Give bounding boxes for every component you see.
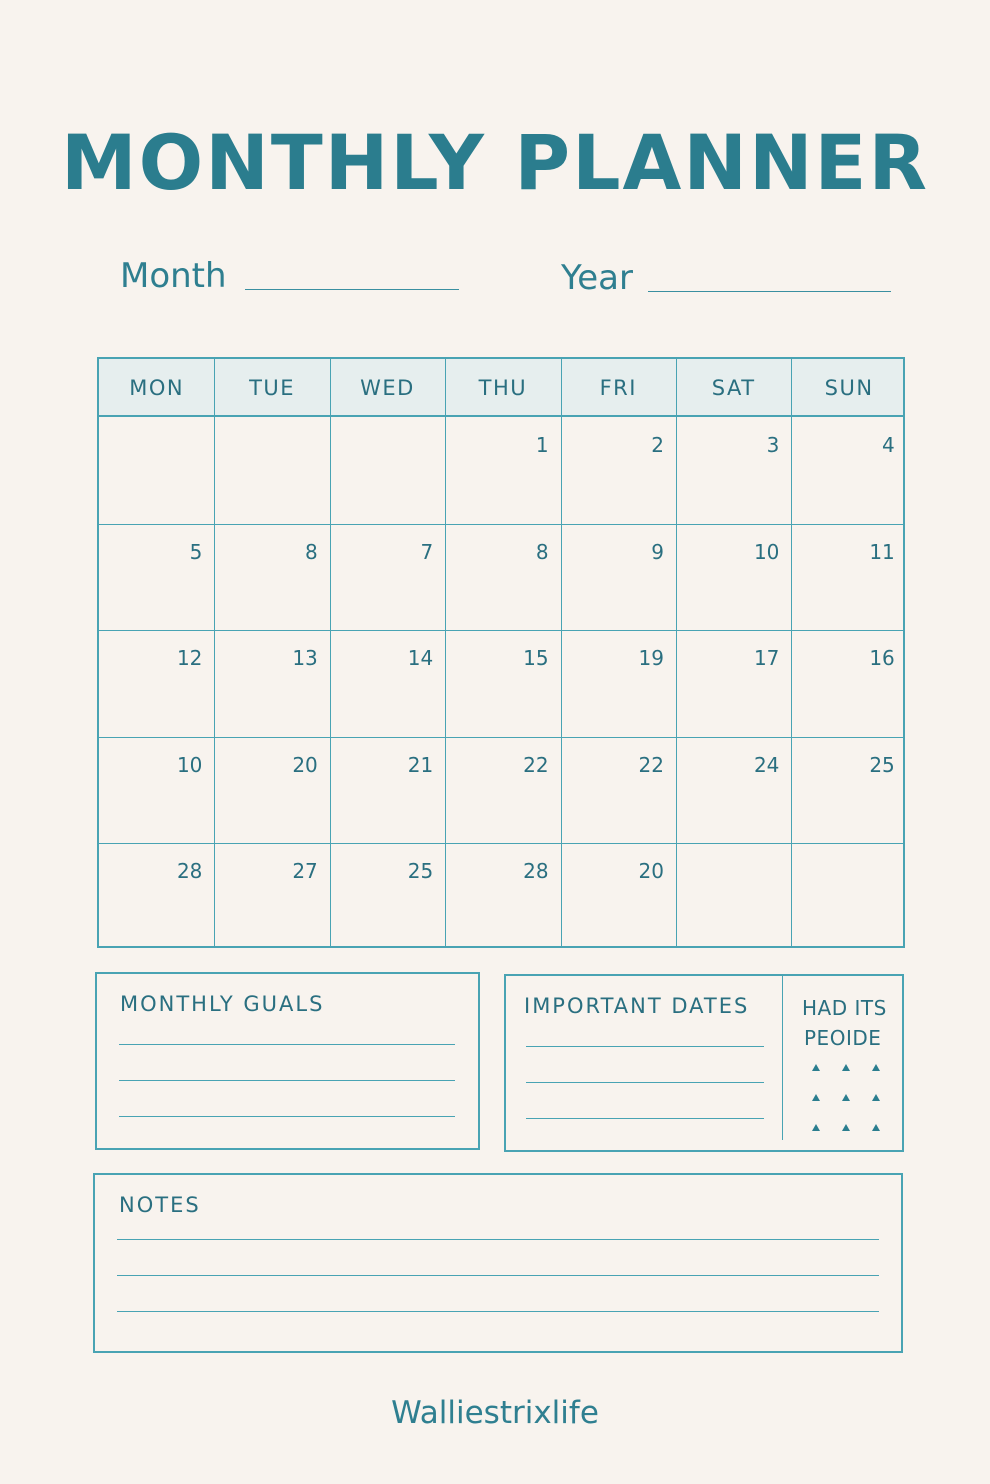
triangle-icon xyxy=(842,1064,850,1071)
date-number: 10 xyxy=(176,752,203,777)
calendar-day-cell[interactable] xyxy=(214,630,329,737)
calendar-day-cell[interactable] xyxy=(214,417,329,524)
calendar-day-cell[interactable] xyxy=(99,417,214,524)
notes-line-1[interactable] xyxy=(117,1239,879,1240)
important-dates-title: IMPORTANT DATES xyxy=(524,994,750,1018)
date-number: 25 xyxy=(407,859,434,884)
date-number: 19 xyxy=(638,646,664,671)
date-number: 22 xyxy=(638,752,664,777)
date-number: 22 xyxy=(523,752,549,777)
triangle-icon xyxy=(842,1124,850,1131)
calendar-day-cell[interactable] xyxy=(561,630,676,737)
day-header-tue: TUE xyxy=(249,376,296,400)
date-number: 24 xyxy=(753,752,780,777)
date-number: 10 xyxy=(753,539,780,564)
calendar-day-cell[interactable] xyxy=(330,630,445,737)
date-number: 13 xyxy=(292,646,318,671)
notes-line-2[interactable] xyxy=(117,1275,879,1276)
calendar-day-cell[interactable] xyxy=(330,524,445,631)
day-header-wed: WED xyxy=(360,376,415,400)
date-number: 11 xyxy=(869,539,895,564)
calendar-grid xyxy=(97,357,905,948)
notes-box xyxy=(93,1173,903,1353)
month-label: Month xyxy=(120,256,227,296)
date-number: 8 xyxy=(535,539,549,564)
important-dates-box xyxy=(504,974,904,1152)
date-number: 4 xyxy=(882,433,895,457)
date-number: 3 xyxy=(766,433,780,457)
year-label: Year xyxy=(561,258,633,298)
calendar-day-cell[interactable] xyxy=(99,630,214,737)
date-number: 20 xyxy=(638,859,664,884)
date-number: 12 xyxy=(176,646,203,671)
calendar-day-cell[interactable] xyxy=(445,417,560,524)
calendar-day-cell[interactable] xyxy=(99,524,214,631)
goals-line-3[interactable] xyxy=(119,1116,455,1117)
calendar-day-cell[interactable] xyxy=(99,737,214,844)
calendar-day-cell[interactable] xyxy=(214,524,329,631)
calendar-day-cell[interactable] xyxy=(791,630,906,737)
calendar-day-cell[interactable] xyxy=(676,843,791,950)
calendar-day-cell[interactable] xyxy=(791,524,906,631)
calendar-day-cell[interactable] xyxy=(561,524,676,631)
day-header-thu: THU xyxy=(478,376,528,400)
calendar-day-cell[interactable] xyxy=(99,843,214,950)
side-title-line-1: HAD ITS xyxy=(802,996,887,1020)
calendar-day-cell[interactable] xyxy=(561,843,676,950)
year-line[interactable] xyxy=(648,291,891,292)
dates-line-2[interactable] xyxy=(526,1082,764,1083)
calendar-day-cell[interactable] xyxy=(676,630,791,737)
triangle-icon xyxy=(872,1094,880,1101)
calendar-day-cell[interactable] xyxy=(214,843,329,950)
goals-line-2[interactable] xyxy=(119,1080,455,1081)
triangle-icon xyxy=(812,1064,820,1071)
date-number: 14 xyxy=(407,646,434,671)
date-number: 25 xyxy=(869,752,895,777)
calendar-day-cell[interactable] xyxy=(791,417,906,524)
notes-line-3[interactable] xyxy=(117,1311,879,1312)
month-line[interactable] xyxy=(245,289,459,290)
side-title-line-2: PEOIDE xyxy=(804,1026,882,1050)
triangle-icon xyxy=(872,1124,880,1131)
page-title: MONTHLY PLANNER xyxy=(61,118,929,207)
calendar-day-cell[interactable] xyxy=(330,843,445,950)
calendar-day-cell[interactable] xyxy=(791,843,906,950)
monthly-goals-box xyxy=(95,972,480,1150)
day-header-sun: SUN xyxy=(824,376,874,400)
calendar-day-cell[interactable] xyxy=(676,417,791,524)
calendar-day-cell[interactable] xyxy=(561,417,676,524)
day-header-fri: FRI xyxy=(599,376,637,400)
date-number: 28 xyxy=(176,859,203,884)
calendar-day-cell[interactable] xyxy=(445,630,560,737)
date-number: 8 xyxy=(305,539,318,564)
date-number: 21 xyxy=(407,752,434,777)
triangle-icon xyxy=(872,1064,880,1071)
calendar-day-cell[interactable] xyxy=(676,737,791,844)
calendar-day-cell[interactable] xyxy=(445,524,560,631)
monthly-goals-title: MONTHLY GUALS xyxy=(120,992,325,1016)
calendar-day-cell[interactable] xyxy=(561,737,676,844)
date-number: 5 xyxy=(189,539,203,564)
date-number: 1 xyxy=(535,433,549,457)
triangle-icon xyxy=(812,1124,820,1131)
day-header-sat: SAT xyxy=(711,376,756,400)
notes-title: NOTES xyxy=(119,1193,201,1217)
date-number: 16 xyxy=(869,646,895,671)
calendar-day-cell[interactable] xyxy=(445,843,560,950)
date-number: 27 xyxy=(292,859,318,884)
date-number: 9 xyxy=(651,539,664,564)
dates-line-1[interactable] xyxy=(526,1046,764,1047)
date-number: 7 xyxy=(420,539,434,564)
triangle-icon xyxy=(812,1094,820,1101)
date-number: 15 xyxy=(523,646,549,671)
calendar-day-cell[interactable] xyxy=(330,737,445,844)
calendar-day-cell[interactable] xyxy=(676,524,791,631)
triangle-icon xyxy=(842,1094,850,1101)
date-number: 28 xyxy=(523,859,549,884)
goals-line-1[interactable] xyxy=(119,1044,455,1045)
date-number: 2 xyxy=(651,433,664,457)
calendar-day-cell[interactable] xyxy=(445,737,560,844)
date-number: 20 xyxy=(292,752,318,777)
calendar-day-cell[interactable] xyxy=(330,417,445,524)
brand-footer: Walliestrixlife xyxy=(391,1395,599,1431)
calendar-day-cell[interactable] xyxy=(214,737,329,844)
date-number: 17 xyxy=(753,646,780,671)
dates-line-3[interactable] xyxy=(526,1118,764,1119)
side-divider xyxy=(782,976,783,1140)
calendar-day-cell[interactable] xyxy=(791,737,906,844)
day-header-mon: MON xyxy=(129,376,185,400)
